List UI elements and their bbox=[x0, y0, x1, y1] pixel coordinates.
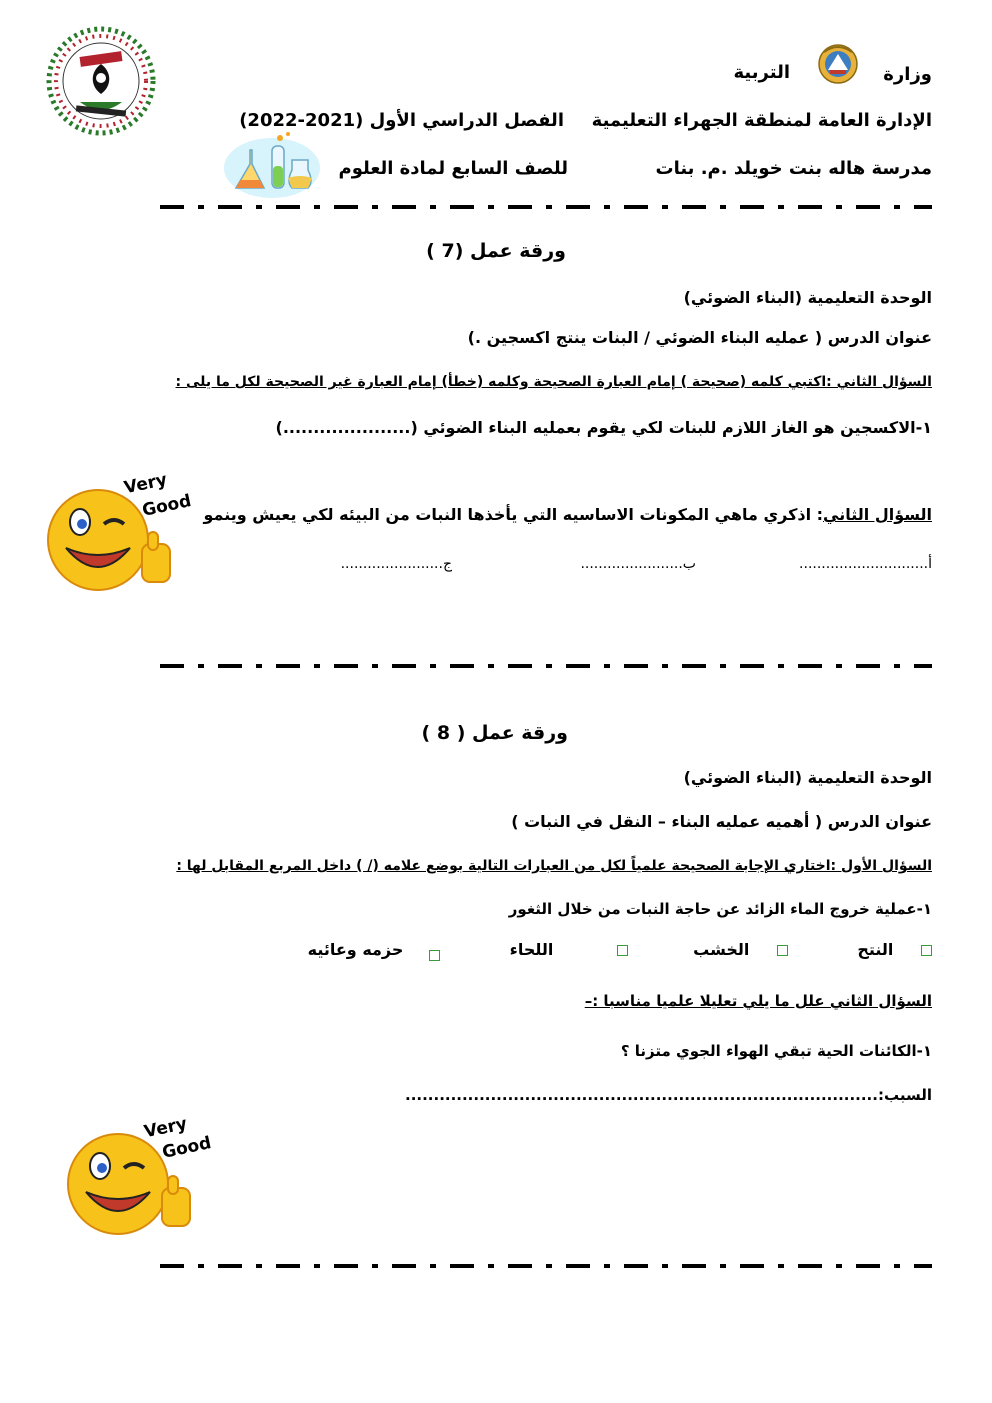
sticker1-good: Good bbox=[140, 491, 194, 521]
option-phloem[interactable] bbox=[510, 940, 628, 959]
option-label: الخشب bbox=[693, 940, 750, 959]
option-label: النتح bbox=[857, 940, 894, 959]
sheet7-q2-label: السؤال الثاني bbox=[823, 505, 932, 524]
sheet7-title: ورقة عمل (7 ) bbox=[426, 240, 566, 262]
sheet7-answer-a[interactable]: أ............................. bbox=[799, 556, 932, 572]
sheet8-q1-item: ١-عملية خروج الماء الزائد عن حاجة النبات من خلال الثغور bbox=[508, 900, 932, 918]
lab-flasks-icon bbox=[222, 130, 322, 200]
grade-subject: للصف السابع لمادة العلوم bbox=[338, 158, 568, 179]
sheet7-q2-text: : اذكري ماهي المكونات الاساسيه التي يأخذها النبات من البيئه لكي يعيش وينمو bbox=[203, 505, 824, 524]
divider-bottom bbox=[160, 1264, 932, 1268]
ministry-word1: وزارة bbox=[883, 64, 932, 85]
sheet7-q1-instruction: السؤال الثاني :اكتبي كلمه (صحيحة ) إمام العبارة الصحيحة وكلمه (خطأ) إمام العبارة غير الصحيحة لكل ما يلى : bbox=[175, 374, 932, 390]
sheet8-q2-item: ١-الكائنات الحية تبقي الهواء الجوي متزنا ؟ bbox=[620, 1042, 932, 1060]
sheet8-lesson: عنوان الدرس ( أهميه عمليه البناء – النقل في النبات ) bbox=[511, 812, 932, 831]
sheet8-q1-instruction: السؤال الأول :اختاري الإجابة الصحيحة علمياً لكل من العبارات التالية بوضع علامه (/ ) داخل المربع المقابل لها : bbox=[176, 858, 932, 874]
option-xylem[interactable] bbox=[693, 940, 788, 959]
sheet8-reason-line[interactable]: السبب:................................................................................... bbox=[405, 1086, 932, 1104]
option-label: حزمه وعائيه bbox=[307, 940, 404, 959]
divider-middle bbox=[160, 664, 932, 668]
sheet7-answer-b[interactable]: ب....................... bbox=[580, 556, 696, 572]
option-label: اللحاء bbox=[509, 940, 554, 959]
sheet7-q1-item: ١-الاكسجين هو الغاز اللازم للبنات لكي يقوم بعمليه البناء الضوئي (.....................) bbox=[275, 418, 932, 437]
sticker2-very: Very bbox=[142, 1113, 189, 1143]
divider-top bbox=[160, 205, 932, 209]
semester-label: الفصل الدراسي الأول (2021-2022) bbox=[239, 110, 564, 131]
checkbox-icon[interactable] bbox=[617, 945, 628, 956]
sticker1-very: Very bbox=[122, 469, 169, 499]
sheet7-unit: الوحدة التعليمية (البناء الضوئي) bbox=[683, 288, 932, 307]
sticker2-good: Good bbox=[160, 1133, 214, 1163]
ministry-word2: التربية bbox=[733, 62, 790, 83]
sheet7-q2 bbox=[203, 505, 932, 524]
checkbox-icon[interactable] bbox=[921, 945, 932, 956]
kuwait-emblem bbox=[816, 40, 860, 86]
checkbox-icon[interactable] bbox=[429, 950, 440, 961]
school-logo bbox=[40, 22, 162, 140]
sheet7-lesson: عنوان الدرس ( عمليه البناء الضوئي / البنات ينتج اكسجين .) bbox=[467, 328, 932, 347]
sheet8-title: ورقة عمل ( 8 ) bbox=[421, 722, 568, 744]
sheet8-q2-instruction: السؤال الثاني علل ما يلي تعليلا علميا مناسبا :– bbox=[584, 992, 932, 1010]
checkbox-icon[interactable] bbox=[777, 945, 788, 956]
sheet7-answer-c[interactable]: ج....................... bbox=[340, 556, 452, 572]
option-vascular-bundle[interactable] bbox=[308, 940, 440, 961]
sheet8-unit: الوحدة التعليمية (البناء الضوئي) bbox=[683, 768, 932, 787]
zone-name: الإدارة العامة لمنطقة الجهراء التعليمية bbox=[591, 110, 932, 131]
option-transpiration[interactable] bbox=[857, 940, 932, 959]
school-name: مدرسة هاله بنت خويلد .م. بنات bbox=[655, 158, 932, 179]
